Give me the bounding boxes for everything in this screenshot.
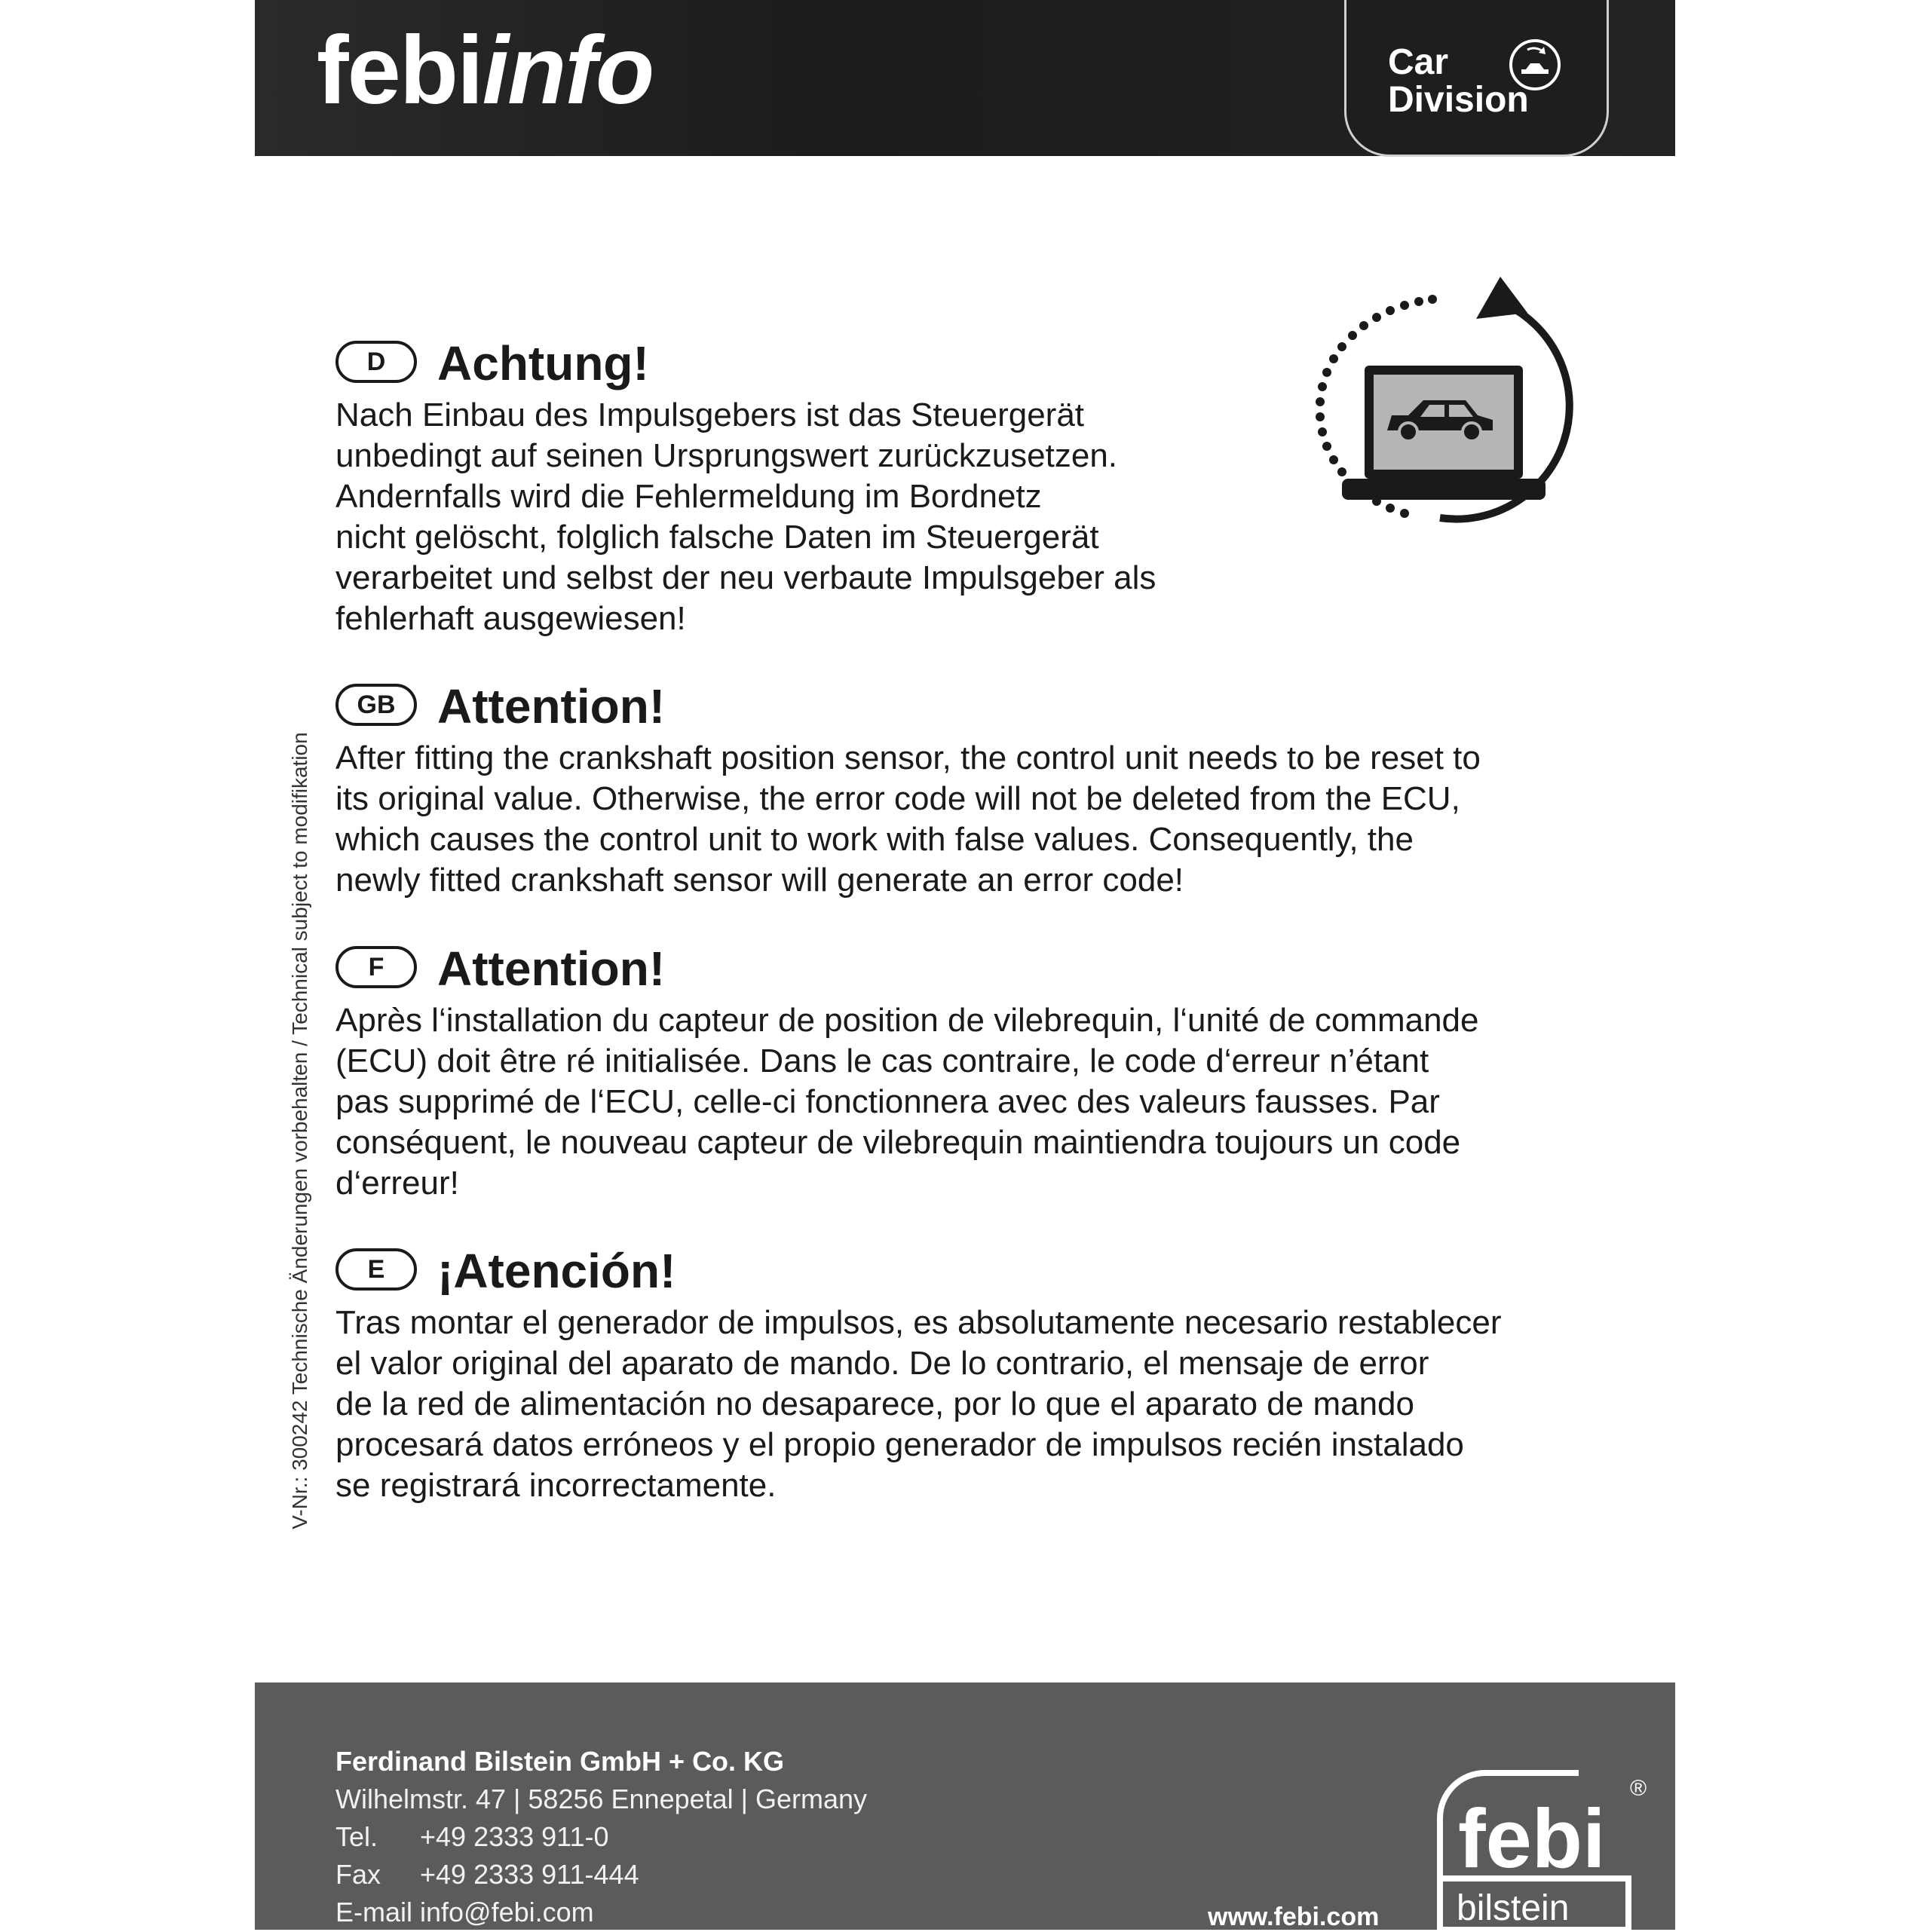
section-german [335,333,1617,639]
language-badge: F [335,946,417,988]
section-header [335,333,1617,393]
website-link[interactable]: www.febi.com [1208,1903,1380,1931]
section-title: Attention! [437,942,666,996]
registered-mark: ® [1630,1776,1647,1801]
language-badge: E [335,1248,417,1291]
company-name: Ferdinand Bilstein GmbH + Co. KG [335,1746,785,1777]
side-note: V-Nr.: 300242 Technische Änderungen vorbehalten / Technical subject to modifikation [288,732,311,1529]
section-body: Après l‘installation du capteur de position de vilebrequin, l‘unité de commande (ECU) doit être ré initialisée. Dans le cas contraire, le code d‘erreur n’étant pas supprimé de l‘ECU, celle-ci fonctionnera avec des valeurs fausses. Par conséquent, le nouveau capteur de vilebrequin maintiendra toujours un code d‘erreur! [335,1002,1479,1202]
fax-row [335,1859,639,1891]
brand-info: info [482,17,654,124]
company-address: Wilhelmstr. 47 | 58256 Ennepetal | Germany [335,1784,868,1814]
brand-logo [317,17,654,124]
section-body: After fitting the crankshaft position sensor, the control unit needs to be reset to its original value. Otherwise, the error code will not be deleted from the ECU, which causes the control unit to work with false values. Consequently, the newly fitted crankshaft sensor will generate an error code! [335,739,1481,899]
language-badge: GB [335,684,417,726]
phone-row [335,1821,609,1853]
section-body: Tras montar el generador de impulsos, es absolutamente necesario restablecer el valor original del aparato de mando. De lo contrario, el mensaje de error de la red de alimentación no desaparece, por lo que el aparato de mando procesará datos erróneos y el propio generador de impulsos recién instalado se registrará incorrectamente. [335,1304,1502,1504]
section-french [335,938,1617,1204]
fax-number: +49 2333 911-444 [420,1859,639,1890]
header-bar [255,0,1675,156]
car-reset-icon [1506,36,1564,93]
language-badge: D [335,341,417,383]
section-english [335,676,1617,901]
phone-number: +49 2333 911-0 [420,1821,609,1852]
fax-label: Fax [335,1859,381,1890]
febi-bilstein-logo [1435,1765,1662,1931]
email-label: E-mail [335,1897,413,1927]
brand-febi: febi [317,17,482,124]
logo-bilstein-text: bilstein [1457,1888,1570,1928]
section-title: Achtung! [437,336,649,390]
division-line1: Car [1388,42,1449,82]
email-row [335,1897,594,1928]
section-title: Attention! [437,679,666,733]
section-header [335,676,1617,736]
section-body: Nach Einbau des Impulsgebers ist das Steuergerät unbedingt auf seinen Ursprungswert zurückzusetzen. Andernfalls wird die Fehlermeldung im Bordnetz nicht gelöscht, folglich falsche Daten im Steuergerät verarbeitet und selbst der neu verbaute Impulsgeber als fehlerhaft ausgewiesen! [335,397,1156,637]
logo-febi-text: febi [1458,1793,1606,1885]
phone-label: Tel. [335,1821,378,1852]
section-title: ¡Atención! [437,1244,676,1298]
section-header [335,938,1617,999]
email-link[interactable]: info@febi.com [420,1897,594,1927]
footer [255,1682,1675,1930]
section-header [335,1241,1617,1301]
division-line2: Division [1388,80,1529,120]
section-spanish [335,1241,1617,1506]
